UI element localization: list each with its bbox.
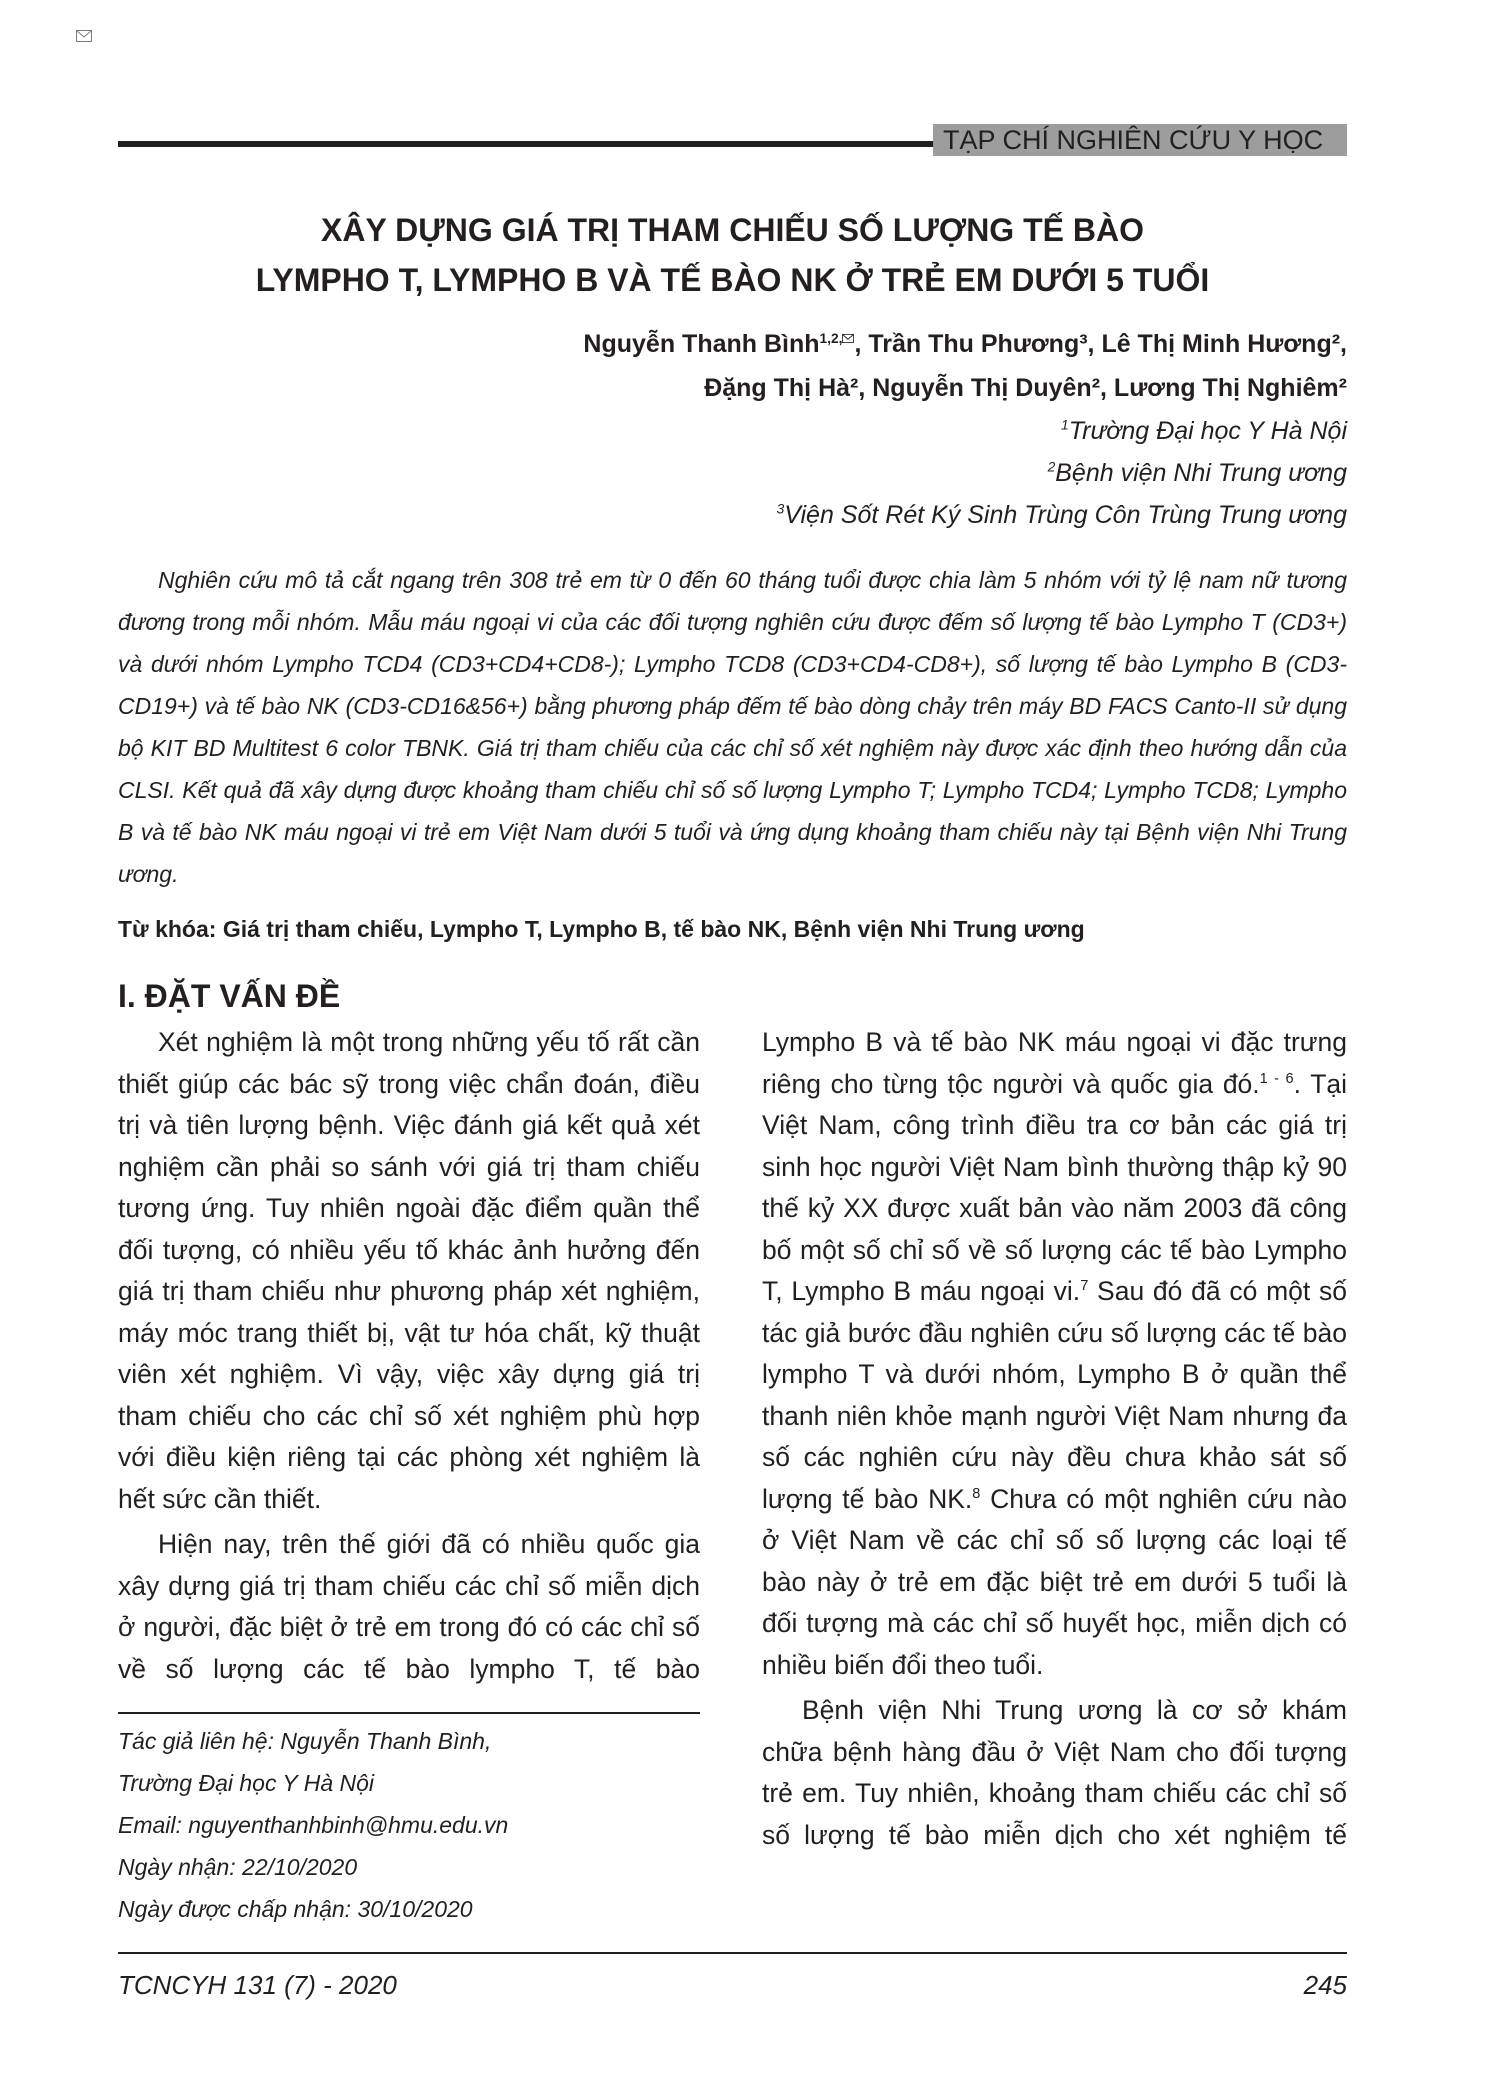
- right-column: [762, 1022, 1347, 1860]
- keywords: Từ khóa: Giá trị tham chiếu, Lympho T, Lympho B, tế bào NK, Bệnh viện Nhi Trung ương: [118, 916, 1085, 942]
- paragraph: Bệnh viện Nhi Trung ương là cơ sở khám chữa bệnh hàng đầu ở Việt Nam cho đối tượng trẻ em. Tuy nhiên, khoảng tham chiếu các chỉ số số lượng tế bào miễn dịch cho xét nghiệm tế: [762, 1695, 1347, 1850]
- title-line-2: LYMPHO T, LYMPHO B VÀ TẾ BÀO NK Ở TRẺ EM DƯỚI 5 TUỔI: [255, 262, 1210, 298]
- footer-rule: [118, 1952, 1347, 1954]
- received-date: Ngày nhận: 22/10/2020: [118, 1854, 358, 1880]
- abstract: Nghiên cứu mô tả cắt ngang trên 308 trẻ em từ 0 đến 60 tháng tuổi được chia làm 5 nhóm với tỷ lệ nam nữ tương đương trong mỗi nhóm. Mẫu máu ngoại vi của các đối tượng nghiên cứu được đếm số lượng tế bào Lympho T (CD3+) và dưới nhóm Lympho TCD4 (CD3+CD4+CD8-); Lympho TCD8 (CD3+CD4-CD8+), số lượng tế bào Lympho B (CD3-CD19+) và tế bào NK (CD3-CD16&56+) bằng phương pháp đếm tế bào dòng chảy trên máy BD FACS Canto-II sử dụng bộ KIT BD Multitest 6 color TBNK. Giá trị tham chiếu của các chỉ số xét nghiệm này được xác định theo hướng dẫn của CLSI. Kết quả đã xây dựng được khoảng tham chiếu chỉ số số lượng Lympho T; Lympho TCD4; Lympho TCD8; Lympho B và tế bào NK máu ngoại vi trẻ em Việt Nam dưới 5 tuổi và ứng dụng khoảng tham chiếu này tại Bệnh viện Nhi Trung ương.: [118, 567, 1347, 887]
- left-column: [118, 1022, 700, 1694]
- affiliations: [777, 410, 1347, 536]
- affiliation-1: $^1$Trường Đại học Y Hà Nội: [1061, 417, 1347, 445]
- header-rule: [118, 141, 933, 147]
- page-number: 245: [1303, 1970, 1347, 2000]
- affiliation-2: $^2$Bệnh viện Nhi Trung ương: [1047, 459, 1347, 487]
- contact-line: Trường Đại học Y Hà Nội: [118, 1770, 375, 1796]
- author-names-rest: , Trần Thu Phương³, Lê Thị Minh Hương²,: [854, 330, 1347, 358]
- citation: 1 - 6: [1259, 1070, 1294, 1087]
- author-list: [583, 322, 1347, 410]
- journal-name: TẠP CHÍ NGHIÊN CỨU Y HỌC: [933, 124, 1347, 156]
- contact-email: Email: nguyenthanhbinh@hmu.edu.vn: [118, 1812, 509, 1838]
- paragraph: Xét nghiệm là một trong những yếu tố rất cần thiết giúp các bác sỹ trong việc chẩn đoán, điều trị và tiên lượng bệnh. Việc đánh giá kết quả xét nghiệm cần phải so sánh với giá trị tham chiếu tương ứng. Tuy nhiên ngoài đặc điểm quần thể đối tượng, có nhiều yếu tố khác ảnh hưởng đến giá trị tham chiếu như phương pháp xét nghiệm, máy móc trang thiết bị, vật tư hóa chất, kỹ thuật viên xét nghiệm. Vì vậy, việc xây dựng giá trị tham chiếu cho các chỉ số xét nghiệm phù hợp với điều kiện riêng tại các phòng xét nghiệm là hết sức cần thiết.: [118, 1027, 700, 1514]
- author-line-2: Đặng Thị Hà², Nguyễn Thị Duyên², Lương Thị Nghiêm²: [704, 374, 1347, 402]
- citation: 7: [1080, 1278, 1089, 1295]
- contact-line: Tác giả liên hệ: Nguyễn Thanh Bình,: [118, 1728, 492, 1754]
- author-line-1: [583, 322, 1347, 366]
- article-title: [118, 205, 1347, 305]
- contact-footnote: [118, 1720, 700, 1930]
- envelope-icon: [76, 30, 92, 42]
- envelope-icon: [842, 334, 854, 343]
- accepted-date: Ngày được chấp nhận: 30/10/2020: [118, 1896, 473, 1922]
- author-affil-sup: 1,2,: [820, 331, 855, 346]
- title-line-1: XÂY DỰNG GIÁ TRỊ THAM CHIẾU SỐ LƯỢNG TẾ BÀO: [321, 212, 1144, 248]
- journal-citation: TCNCYH 131 (7) - 2020: [118, 1970, 397, 2000]
- section-heading: I. ĐẶT VẤN ĐỀ: [118, 978, 341, 1014]
- paragraph: Lympho B và tế bào NK máu ngoại vi đặc trưng riêng cho từng tộc người và quốc gia đó.$^{1 - 6}$. Tại Việt Nam, công trình điều tra cơ bản các giá trị sinh học người Việt Nam bình thường thập kỷ 90 thế kỷ XX được xuất bản vào năm 2003 đã công bố một số chỉ số về số lượng các tế bào Lympho T, Lympho B máu ngoại vi.$^7$ Sau đó đã có một số tác giả bước đầu nghiên cứu số lượng các tế bào lympho T và dưới nhóm, Lympho B ở quần thể thanh niên khỏe mạnh người Việt Nam nhưng đa số các nghiên cứu này đều chưa khảo sát số lượng tế bào NK.$^8$ Chưa có một nghiên cứu nào ở Việt Nam về các chỉ số số lượng các loại tế bào này ở trẻ em đặc biệt trẻ em dưới 5 tuổi là đối tượng mà các chỉ số huyết học, miễn dịch có nhiều biến đổi theo tuổi.: [762, 1027, 1348, 1680]
- paragraph: Hiện nay, trên thế giới đã có nhiều quốc gia xây dựng giá trị tham chiếu các chỉ số miễn dịch ở người, đặc biệt ở trẻ em trong đó có các chỉ số về số lượng các tế bào lympho T, tế bào: [118, 1529, 700, 1684]
- author-name: Nguyễn Thanh Bình: [583, 330, 820, 358]
- footnote-rule: [118, 1712, 700, 1714]
- affiliation-3: $^3$Viện Sốt Rét Ký Sinh Trùng Côn Trùng Trung ương: [776, 501, 1347, 529]
- citation: 8: [972, 1485, 981, 1502]
